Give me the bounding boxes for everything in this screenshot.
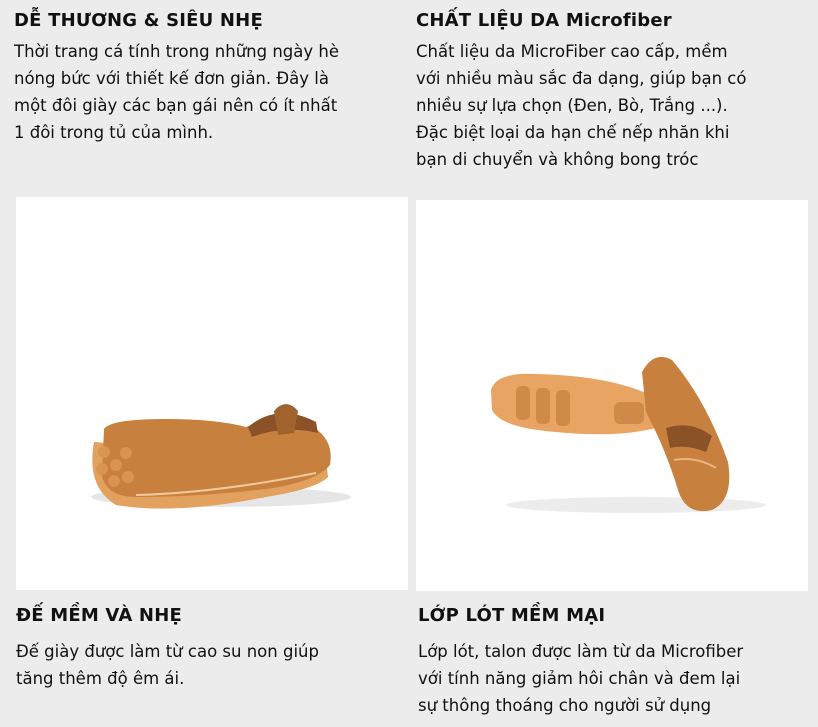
feature-title: ĐẾ MỀM VÀ NHẸ	[16, 605, 182, 626]
feature-line: Đặc biệt loại da hạn chế nếp nhăn khi	[416, 123, 730, 142]
feature-soft-sole	[16, 604, 396, 692]
feature-line: Thời trang cá tính trong những ngày hè	[14, 42, 340, 61]
feature-title: CHẤT LIỆU DA Microfiber	[416, 10, 672, 31]
feature-line: Chất liệu da MicroFiber cao cấp, mềm	[416, 42, 728, 61]
feature-line: với tính năng giảm hôi chân và đem lại	[418, 669, 741, 688]
feature-line: Đế giày được làm từ cao su non giúp	[16, 642, 319, 661]
feature-line: nóng bức với thiết kế đơn giản. Đây là	[14, 69, 329, 88]
feature-line: một đôi giày các bạn gái nên có ít nhất	[14, 96, 338, 115]
feature-title: LỚP LÓT MỀM MẠI	[418, 605, 606, 626]
feature-line: với nhiều màu sắc đa dạng, giúp bạn có	[416, 69, 747, 88]
feature-line: Lớp lót, talon được làm từ da Microfiber	[418, 642, 744, 661]
feature-line: 1 đôi trong tủ của mình.	[14, 123, 214, 142]
feature-material	[416, 9, 811, 173]
feature-soft-lining	[418, 604, 813, 719]
shoe-side-illustration	[16, 197, 408, 590]
shoe-pair-illustration	[416, 200, 808, 591]
feature-line: tăng thêm độ êm ái.	[16, 669, 185, 688]
feature-line: bạn di chuyển và không bong tróc	[416, 150, 699, 169]
feature-line: sự thông thoáng cho người sử dụng	[418, 696, 712, 715]
feature-line: nhiều sự lựa chọn (Đen, Bò, Trắng ...).	[416, 96, 728, 115]
shoe-pair-image	[416, 200, 808, 591]
feature-title: DỄ THƯƠNG & SIÊU NHẸ	[14, 10, 263, 31]
feature-cute-light	[14, 9, 394, 146]
shoe-side-image	[16, 197, 408, 590]
